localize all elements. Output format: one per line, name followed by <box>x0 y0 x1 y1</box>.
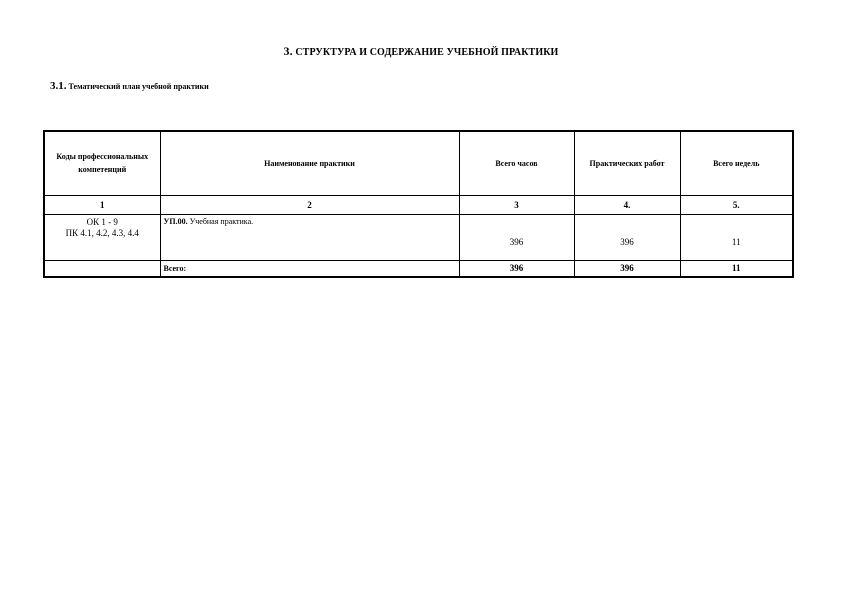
header-practical: Практических работ <box>574 131 680 195</box>
competence-codes-line: ОК 1 - 9 <box>86 216 118 227</box>
total-row <box>44 260 793 277</box>
column-number: 5. <box>680 195 793 214</box>
subsection-number: 3.1. <box>50 80 67 92</box>
column-number: 4. <box>574 195 680 214</box>
hours-cell: 396 <box>459 214 574 260</box>
subsection-title-text: Тематический план учебной практики <box>68 82 209 91</box>
subsection-title <box>50 80 209 92</box>
column-number: 3 <box>459 195 574 214</box>
section-title <box>0 44 842 59</box>
header-hours: Всего часов <box>459 131 574 195</box>
weeks-cell: 11 <box>680 214 793 260</box>
practice-code: УП.00. <box>163 216 188 226</box>
header-weeks: Всего недель <box>680 131 793 195</box>
column-number: 1 <box>44 195 160 214</box>
total-hours: 396 <box>459 260 574 277</box>
table-row <box>44 214 793 260</box>
section-title-text: СТРУКТУРА И СОДЕРЖАНИЕ УЧЕБНОЙ ПРАКТИКИ <box>295 47 559 58</box>
practice-name: Учебная практика. <box>189 216 254 226</box>
total-weeks: 11 <box>680 260 793 277</box>
column-number-row <box>44 195 793 214</box>
total-practical: 396 <box>574 260 680 277</box>
table-header-row <box>44 131 793 195</box>
header-name: Наименование практики <box>160 131 459 195</box>
thematic-plan-table <box>43 130 794 278</box>
section-number: 3. <box>283 44 293 58</box>
total-label: Всего: <box>160 260 459 277</box>
column-number: 2 <box>160 195 459 214</box>
header-codes: Коды профессиональных компетенций <box>44 131 160 195</box>
competence-codes-line: ПК 4.1, 4.2, 4.3, 4.4 <box>65 227 139 238</box>
competence-codes-cell <box>44 214 160 260</box>
total-empty-cell <box>44 260 160 277</box>
practical-cell: 396 <box>574 214 680 260</box>
practice-name-cell <box>160 214 459 260</box>
